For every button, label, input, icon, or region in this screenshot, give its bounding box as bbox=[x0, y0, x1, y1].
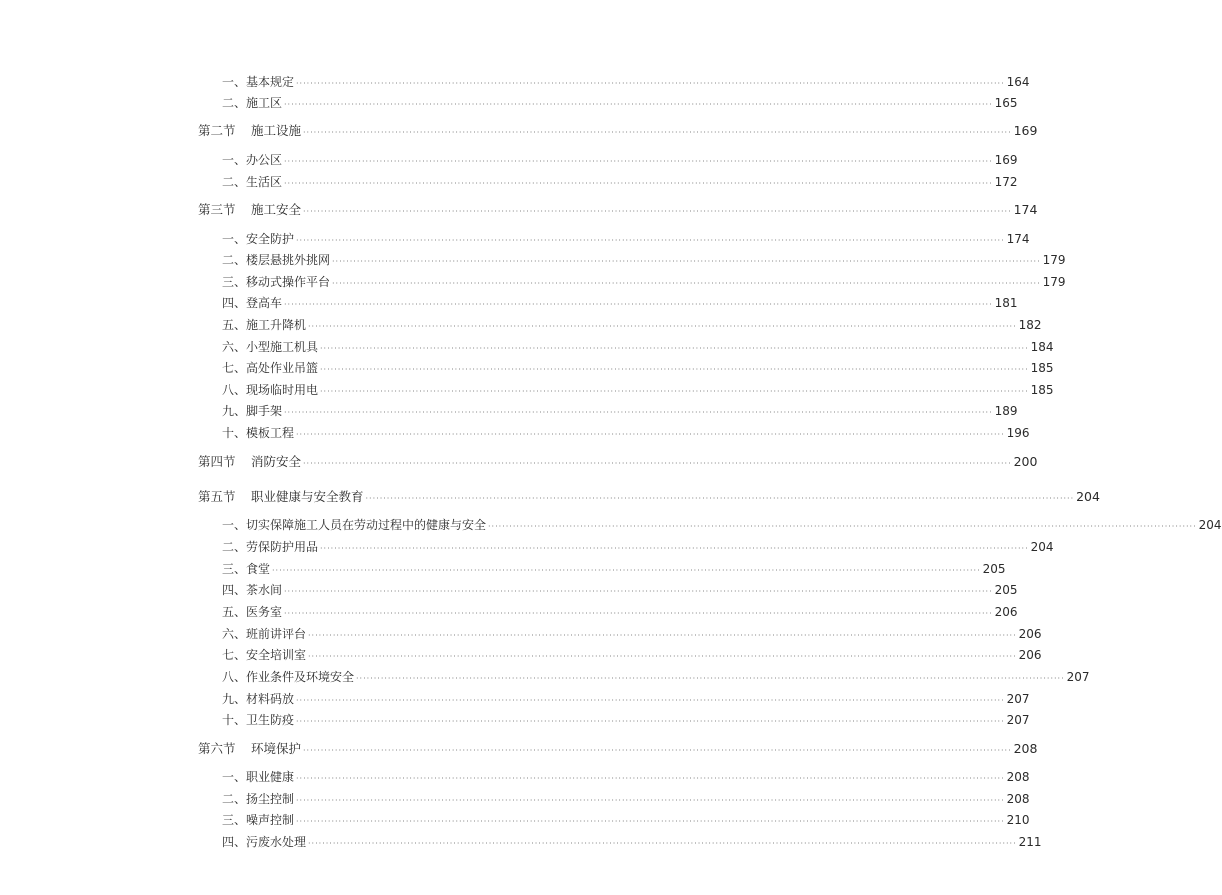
toc-section-heading bbox=[198, 201, 301, 219]
toc-entry-row[interactable] bbox=[222, 251, 1066, 269]
toc-section-heading bbox=[198, 740, 301, 758]
toc-section-heading bbox=[198, 453, 301, 471]
toc-entry-row[interactable] bbox=[222, 603, 1018, 621]
toc-entry-row[interactable] bbox=[222, 811, 1030, 829]
toc-entry-label: 二、扬尘控制 bbox=[222, 792, 295, 806]
page-number: 207 bbox=[1066, 670, 1090, 684]
page-number: 206 bbox=[1018, 627, 1042, 641]
page-number: 174 bbox=[1006, 232, 1030, 246]
section-title: 施工安全 bbox=[251, 202, 302, 217]
dot-leader: ········································································································································································································ bbox=[488, 522, 1197, 531]
toc-entry-label: 六、班前讲评台 bbox=[222, 627, 307, 641]
toc-entry-row[interactable] bbox=[222, 316, 1042, 334]
toc-entry-label: 八、现场临时用电 bbox=[222, 383, 319, 397]
dot-leader: ········································································································································································································ bbox=[284, 587, 993, 596]
dot-leader: ········································································································································································································ bbox=[284, 179, 993, 188]
page-number: 164 bbox=[1006, 75, 1030, 89]
page-number: 205 bbox=[982, 562, 1006, 576]
page-number: 204 bbox=[1030, 540, 1054, 554]
page-number: 165 bbox=[994, 96, 1018, 110]
page-number: 206 bbox=[1018, 648, 1042, 662]
page-number: 185 bbox=[1030, 383, 1054, 397]
page-number: 208 bbox=[1013, 741, 1038, 756]
toc-entry-label: 六、小型施工机具 bbox=[222, 340, 319, 354]
section-title: 职业健康与安全教育 bbox=[251, 489, 364, 504]
page-number: 200 bbox=[1013, 454, 1038, 469]
toc-entry-row[interactable] bbox=[222, 560, 1006, 578]
dot-leader: ········································································································································································································ bbox=[284, 157, 993, 166]
toc-entry-row[interactable] bbox=[222, 402, 1018, 420]
toc-entry-label: 七、安全培训室 bbox=[222, 648, 307, 662]
dot-leader: ········································································································································································································ bbox=[296, 717, 1005, 726]
toc-section-row[interactable] bbox=[198, 488, 1100, 506]
dot-leader: ········································································································································································································ bbox=[284, 100, 993, 109]
toc-entry-row[interactable] bbox=[222, 625, 1042, 643]
section-number: 第二节 bbox=[198, 123, 236, 138]
dot-leader: ········································································································································································································ bbox=[296, 774, 1005, 783]
section-number: 第三节 bbox=[198, 202, 236, 217]
dot-leader: ········································································································································································································ bbox=[320, 544, 1029, 553]
dot-leader: ········································································································································································································ bbox=[296, 430, 1005, 439]
page-number: 196 bbox=[1006, 426, 1030, 440]
page-number: 208 bbox=[1006, 792, 1030, 806]
page-number: 205 bbox=[994, 583, 1018, 597]
toc-entry-row[interactable] bbox=[222, 151, 1018, 169]
dot-leader: ········································································································································································································ bbox=[320, 365, 1029, 374]
dot-leader: ········································································································································································································ bbox=[308, 652, 1017, 661]
section-title: 消防安全 bbox=[251, 454, 302, 469]
page-number: 179 bbox=[1042, 253, 1066, 267]
toc-entry-label: 五、施工升降机 bbox=[222, 318, 307, 332]
toc-entry-row[interactable] bbox=[222, 294, 1018, 312]
dot-leader: ········································································································································································································ bbox=[365, 494, 1075, 503]
toc-entry-label: 一、安全防护 bbox=[222, 232, 295, 246]
section-number: 第四节 bbox=[198, 454, 236, 469]
toc-entry-row[interactable] bbox=[222, 73, 1030, 91]
page-number: 204 bbox=[1198, 518, 1222, 532]
section-number: 第六节 bbox=[198, 741, 236, 756]
dot-leader: ········································································································································································································ bbox=[296, 796, 1005, 805]
page-number: 179 bbox=[1042, 275, 1066, 289]
section-title: 环境保护 bbox=[251, 741, 302, 756]
dot-leader: ········································································································································································································ bbox=[303, 128, 1012, 137]
toc-entry-label: 二、施工区 bbox=[222, 96, 283, 110]
page-number: 172 bbox=[994, 175, 1018, 189]
dot-leader: ········································································································································································································ bbox=[308, 839, 1017, 848]
toc-entry-label: 七、高处作业吊篮 bbox=[222, 361, 319, 375]
toc-entry-label: 三、噪声控制 bbox=[222, 813, 295, 827]
page-number: 207 bbox=[1006, 713, 1030, 727]
toc-entry-label: 十、卫生防疫 bbox=[222, 713, 295, 727]
page-number: 208 bbox=[1006, 770, 1030, 784]
toc-section-row[interactable] bbox=[198, 201, 1038, 219]
dot-leader: ········································································································································································································ bbox=[320, 344, 1029, 353]
toc-entry-label: 八、作业条件及环境安全 bbox=[222, 670, 355, 684]
toc-entry-label: 三、食堂 bbox=[222, 562, 271, 576]
page-number: 169 bbox=[994, 153, 1018, 167]
dot-leader: ········································································································································································································ bbox=[284, 408, 993, 417]
toc-entry-label: 一、职业健康 bbox=[222, 770, 295, 784]
toc-entry-label: 二、劳保防护用品 bbox=[222, 540, 319, 554]
toc-entry-label: 九、脚手架 bbox=[222, 404, 283, 418]
toc-entry-row[interactable] bbox=[222, 230, 1030, 248]
dot-leader: ········································································································································································································ bbox=[320, 387, 1029, 396]
toc-entry-row[interactable] bbox=[222, 381, 1054, 399]
toc-entry-row[interactable] bbox=[222, 516, 1222, 534]
toc-section-row[interactable] bbox=[198, 122, 1038, 140]
dot-leader: ········································································································································································································ bbox=[296, 817, 1005, 826]
toc-entry-row[interactable] bbox=[222, 338, 1054, 356]
toc-entry-label: 一、基本规定 bbox=[222, 75, 295, 89]
toc-section-row[interactable] bbox=[198, 740, 1038, 758]
toc-entry-row[interactable] bbox=[222, 690, 1030, 708]
page-number: 174 bbox=[1013, 202, 1038, 217]
dot-leader: ········································································································································································································ bbox=[356, 674, 1065, 683]
toc-entry-row[interactable] bbox=[222, 790, 1030, 808]
toc-entry-label: 二、生活区 bbox=[222, 175, 283, 189]
page-number: 181 bbox=[994, 296, 1018, 310]
dot-leader: ········································································································································································································ bbox=[296, 696, 1005, 705]
page-number: 185 bbox=[1030, 361, 1054, 375]
page-number: 182 bbox=[1018, 318, 1042, 332]
section-title: 施工设施 bbox=[251, 123, 302, 138]
page-number: 206 bbox=[994, 605, 1018, 619]
toc-entry-row[interactable] bbox=[222, 424, 1030, 442]
toc-entry-row[interactable] bbox=[222, 768, 1030, 786]
toc-entry-row[interactable] bbox=[222, 581, 1018, 599]
dot-leader: ········································································································································································································ bbox=[308, 631, 1017, 640]
toc-entry-row[interactable] bbox=[222, 273, 1066, 291]
toc-entry-row[interactable] bbox=[222, 173, 1018, 191]
dot-leader: ········································································································································································································ bbox=[303, 207, 1012, 216]
dot-leader: ········································································································································································································ bbox=[284, 609, 993, 618]
dot-leader: ········································································································································································································ bbox=[272, 566, 981, 575]
page-number: 169 bbox=[1013, 123, 1038, 138]
section-number: 第五节 bbox=[198, 489, 236, 504]
page-number: 204 bbox=[1076, 489, 1100, 504]
page-number: 184 bbox=[1030, 340, 1054, 354]
toc-entry-row[interactable] bbox=[222, 646, 1042, 664]
page-number: 210 bbox=[1006, 813, 1030, 827]
toc-entry-label: 九、材料码放 bbox=[222, 692, 295, 706]
dot-leader: ········································································································································································································ bbox=[332, 257, 1041, 266]
toc-section-heading bbox=[198, 122, 301, 140]
toc-entry-row[interactable] bbox=[222, 359, 1054, 377]
page-number: 211 bbox=[1018, 835, 1042, 849]
page-number: 189 bbox=[994, 404, 1018, 418]
toc-entry-row[interactable] bbox=[222, 833, 1042, 851]
toc-section-heading bbox=[198, 488, 364, 506]
toc-entry-label: 四、茶水间 bbox=[222, 583, 283, 597]
toc-entry-label: 三、移动式操作平台 bbox=[222, 275, 331, 289]
toc-section-row[interactable] bbox=[198, 453, 1038, 471]
dot-leader: ········································································································································································································ bbox=[303, 459, 1012, 468]
dot-leader: ········································································································································································································ bbox=[308, 322, 1017, 331]
toc-entry-label: 一、办公区 bbox=[222, 153, 283, 167]
toc-entry-label: 一、切实保障施工人员在劳动过程中的健康与安全 bbox=[222, 518, 487, 532]
dot-leader: ········································································································································································································ bbox=[284, 300, 993, 309]
dot-leader: ········································································································································································································ bbox=[296, 236, 1005, 245]
toc-entry-label: 二、楼层悬挑外挑网 bbox=[222, 253, 331, 267]
dot-leader: ········································································································································································································ bbox=[332, 279, 1041, 288]
toc-entry-label: 四、污废水处理 bbox=[222, 835, 307, 849]
toc-entry-row[interactable] bbox=[222, 94, 1018, 112]
toc-entry-label: 四、登高车 bbox=[222, 296, 283, 310]
toc-entry-row[interactable] bbox=[222, 668, 1090, 686]
toc-entry-label: 五、医务室 bbox=[222, 605, 283, 619]
dot-leader: ········································································································································································································ bbox=[296, 79, 1005, 88]
toc-entry-row[interactable] bbox=[222, 538, 1054, 556]
toc-entry-label: 十、模板工程 bbox=[222, 426, 295, 440]
dot-leader: ········································································································································································································ bbox=[303, 746, 1012, 755]
toc-entry-row[interactable] bbox=[222, 711, 1030, 729]
page-number: 207 bbox=[1006, 692, 1030, 706]
